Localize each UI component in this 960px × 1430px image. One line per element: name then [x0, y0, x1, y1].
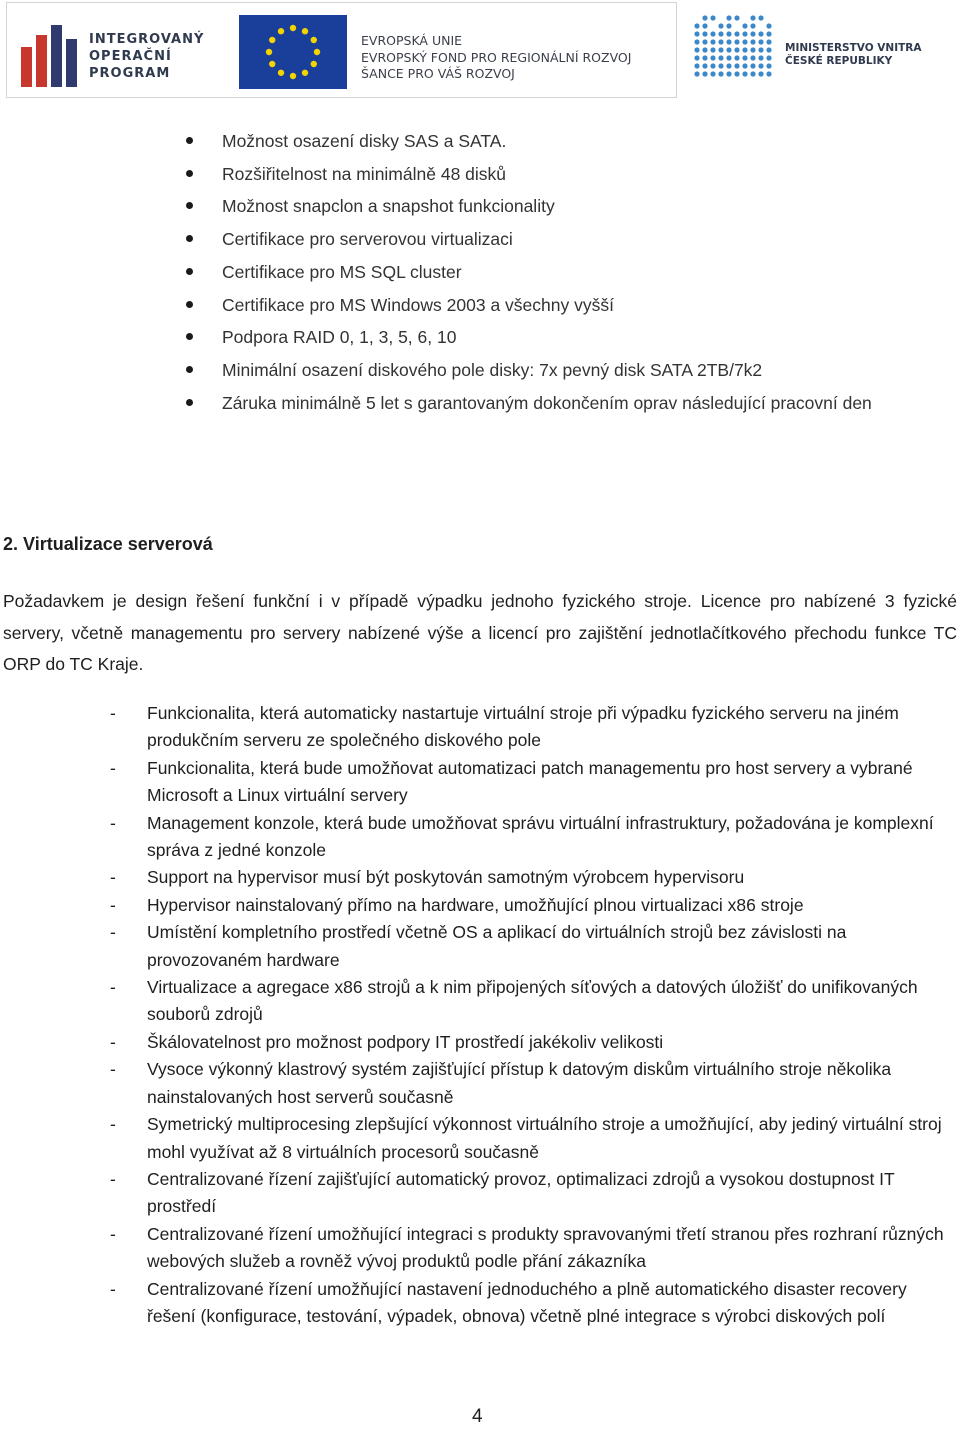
- eu-star-icon: [269, 61, 275, 67]
- features-dash-list: [0, 700, 960, 1330]
- mv-dot-icon: [726, 31, 731, 36]
- bullet-icon: [186, 268, 193, 275]
- list-item: - Centralizované řízení umožňující integraci s produkty spravovanými třetí stranou přes rozhraní různých webových služeb a rovněž vývoj produktů podle přání zákazníka: [0, 1221, 960, 1276]
- mv-dot-icon: [758, 47, 763, 52]
- list-item: Certifikace pro MS Windows 2003 a všechny vyšší: [0, 289, 960, 322]
- dash-marker: -: [110, 1114, 116, 1135]
- eu-line-2: EVROPSKÝ FOND PRO REGIONÁLNÍ ROZVOJ: [361, 49, 632, 65]
- requirements-bullet-list: [0, 125, 960, 419]
- eu-star-icon: [269, 37, 275, 43]
- section-paragraph: Požadavkem je design řešení funkční i v případě výpadku jednoho fyzického stroje. Licence pro nabízené 3 fyzické servery, včetně managementu pro servery nabízené výše a licencí pro zajištění jednotlačítkového přechodu funkce TC ORP do TC Kraje.: [3, 591, 957, 674]
- bullet-icon: [186, 137, 193, 144]
- mv-dot-icon: [726, 71, 731, 76]
- mv-dot-icon: [742, 39, 747, 44]
- list-item: - Vysoce výkonný klastrový systém zajišťující přístup k datovým diskům virtuálního stroje několika nainstalovaných host serverů současně: [0, 1056, 960, 1111]
- dash-marker: -: [110, 1031, 116, 1052]
- eu-star-icon: [302, 28, 308, 34]
- mv-dot-icon: [718, 31, 723, 36]
- eu-line-3: ŠANCE PRO VÁŠ ROZVOJ: [361, 66, 515, 81]
- header-logo-banner: [6, 2, 677, 98]
- mv-dot-icon: [718, 63, 723, 68]
- list-item: - Hypervisor nainstalovaný přímo na hardware, umožňující plnou virtualizaci x86 stroje: [0, 892, 960, 919]
- mv-dot-icon: [734, 47, 739, 52]
- mv-dot-icon: [734, 39, 739, 44]
- mv-dot-icon: [766, 71, 771, 76]
- mv-dot-icon: [742, 23, 747, 28]
- iop-bars-icon: [19, 17, 81, 87]
- mv-dot-icon: [702, 31, 707, 36]
- eu-star-icon: [290, 73, 296, 79]
- eu-star-icon: [302, 70, 308, 76]
- mv-dot-icon: [750, 71, 755, 76]
- list-item: Možnost snapclon a snapshot funkcionality: [0, 190, 960, 223]
- mv-dot-icon: [726, 55, 731, 60]
- mv-dot-icon: [702, 63, 707, 68]
- eu-star-icon: [266, 49, 272, 55]
- dash-marker: -: [110, 977, 116, 998]
- list-item: Certifikace pro MS SQL cluster: [0, 256, 960, 289]
- dash-marker: -: [110, 1223, 116, 1244]
- eu-star-icon: [311, 37, 317, 43]
- mv-dot-icon: [766, 31, 771, 36]
- mv-dot-icon: [718, 55, 723, 60]
- dash-marker: -: [110, 894, 116, 915]
- mv-dot-icon: [694, 55, 699, 60]
- mv-dot-icon: [758, 39, 763, 44]
- list-item: - Škálovatelnost pro možnost podpory IT prostředí jakékoliv velikosti: [0, 1029, 960, 1056]
- eu-star-icon: [290, 25, 296, 31]
- mv-dot-icon: [758, 15, 763, 20]
- bullet-icon: [186, 333, 193, 340]
- mv-dot-icon: [726, 63, 731, 68]
- mv-dot-icon: [750, 23, 755, 28]
- mv-dot-icon: [710, 47, 715, 52]
- eu-logo: [239, 15, 671, 89]
- mv-logo-text: [785, 42, 921, 68]
- mv-dot-icon: [742, 55, 747, 60]
- list-item: Rozšiřitelnost na minimálně 48 disků: [0, 158, 960, 191]
- mv-line-2: ČESKÉ REPUBLIKY: [785, 55, 893, 67]
- eu-star-icon: [314, 49, 320, 55]
- list-item: - Virtualizace a agregace x86 strojů a k nim připojených síťových a datových úložišť do unifikovaných souborů zdrojů: [0, 974, 960, 1029]
- bullet-icon: [186, 301, 193, 308]
- bullet-icon: [186, 170, 193, 177]
- dash-marker: -: [110, 812, 116, 833]
- mv-dot-icon: [694, 47, 699, 52]
- mv-dot-icon: [726, 15, 731, 20]
- list-item: Certifikace pro serverovou virtualizaci: [0, 223, 960, 256]
- mv-dot-icon: [718, 23, 723, 28]
- mv-dot-icon: [750, 31, 755, 36]
- mv-dot-icon: [734, 71, 739, 76]
- mv-dot-icon: [750, 63, 755, 68]
- mv-dot-icon: [766, 47, 771, 52]
- mv-dot-icon: [726, 23, 731, 28]
- bullet-icon: [186, 399, 193, 406]
- mv-dot-icon: [750, 15, 755, 20]
- mv-dot-icon: [710, 39, 715, 44]
- dash-marker: -: [110, 1168, 116, 1189]
- dash-marker: -: [110, 703, 116, 723]
- mv-dot-icon: [758, 71, 763, 76]
- mv-dots-icon: [693, 14, 775, 80]
- list-item: - Funkcionalita, která bude umožňovat automatizaci patch managementu pro host servery a vybrané Microsoft a Linux virtuální servery: [0, 755, 960, 810]
- list-item: - Umístění kompletního prostředí včetně OS a aplikací do virtuálních strojů bez závislosti na provozovaném hardware: [0, 919, 960, 974]
- mv-dot-icon: [718, 71, 723, 76]
- list-item: - Symetrický multiprocesing zlepšující výkonnost virtuálního stroje a umožňující, aby jediný virtuální stroj mohl využívat až 8 virtuálních procesorů současně: [0, 1111, 960, 1166]
- mv-dot-icon: [710, 63, 715, 68]
- mv-dot-icon: [710, 15, 715, 20]
- list-item: Možnost osazení disky SAS a SATA.: [0, 125, 960, 158]
- list-item: Minimální osazení diskového pole disky: 7x pevný disk SATA 2TB/7k2: [0, 354, 960, 387]
- mv-dot-icon: [694, 63, 699, 68]
- mv-dot-icon: [766, 39, 771, 44]
- dash-marker: -: [110, 757, 116, 778]
- dash-marker: -: [110, 867, 116, 888]
- mv-dot-icon: [702, 15, 707, 20]
- mv-dot-icon: [694, 23, 699, 28]
- bullet-icon: [186, 202, 193, 209]
- mv-dot-icon: [742, 63, 747, 68]
- dash-marker: -: [110, 1278, 116, 1299]
- eu-line-1: EVROPSKÁ UNIE: [361, 33, 463, 48]
- mv-dot-icon: [766, 55, 771, 60]
- list-item: - Centralizované řízení umožňující nastavení jednoduchého a plně automatického disaster recovery řešení (konfigurace, testování, výpadek, obnova) včetně plné integrace s výrobci diskových polí: [0, 1276, 960, 1331]
- mv-dot-icon: [702, 71, 707, 76]
- list-item: - Centralizované řízení zajišťující automatický provoz, optimalizaci zdrojů a vysokou dostupnost IT prostředí: [0, 1166, 960, 1221]
- mv-dot-icon: [742, 71, 747, 76]
- iop-logo: [19, 17, 215, 87]
- mv-dot-icon: [702, 23, 707, 28]
- mv-dot-icon: [742, 31, 747, 36]
- mv-dot-icon: [694, 39, 699, 44]
- dash-marker: -: [110, 922, 116, 943]
- list-item: - Support na hypervisor musí být poskytován samotným výrobcem hypervisoru: [0, 864, 960, 891]
- mv-dot-icon: [718, 47, 723, 52]
- mv-dot-icon: [766, 23, 771, 28]
- mv-dot-icon: [734, 55, 739, 60]
- mv-dot-icon: [702, 55, 707, 60]
- list-item: Podpora RAID 0, 1, 3, 5, 6, 10: [0, 321, 960, 354]
- mv-dot-icon: [750, 47, 755, 52]
- mv-dot-icon: [742, 47, 747, 52]
- mv-dot-icon: [702, 39, 707, 44]
- bullet-icon: [186, 235, 193, 242]
- eu-flag-icon: [239, 15, 347, 89]
- mv-dot-icon: [758, 55, 763, 60]
- mv-dot-icon: [758, 63, 763, 68]
- eu-star-icon: [278, 70, 284, 76]
- mv-dot-icon: [726, 47, 731, 52]
- mv-dot-icon: [758, 31, 763, 36]
- list-item: Záruka minimálně 5 let s garantovaným dokončením oprav následující pracovní den: [0, 387, 960, 420]
- mv-dot-icon: [710, 55, 715, 60]
- mv-dot-icon: [726, 39, 731, 44]
- mv-line-1: MINISTERSTVO VNITRA: [785, 42, 922, 54]
- eu-star-icon: [278, 28, 284, 34]
- mv-dot-icon: [734, 31, 739, 36]
- section-heading: 2. Virtualizace serverová: [3, 534, 213, 554]
- mv-dot-icon: [702, 47, 707, 52]
- mv-dot-icon: [734, 63, 739, 68]
- bullet-icon: [186, 366, 193, 373]
- mv-dot-icon: [750, 39, 755, 44]
- list-item: - Funkcionalita, která automaticky nastartuje virtuální stroje při výpadku fyzického serveru na jiném produkčním serveru ze společného diskového pole: [0, 700, 960, 755]
- mv-dot-icon: [766, 63, 771, 68]
- mv-dot-icon: [718, 39, 723, 44]
- mv-dot-icon: [710, 31, 715, 36]
- mv-logo: [693, 14, 933, 84]
- eu-star-icon: [311, 61, 317, 67]
- mv-dot-icon: [710, 71, 715, 76]
- mv-dot-icon: [694, 31, 699, 36]
- list-item: - Management konzole, která bude umožňovat správu virtuální infrastruktury, požadována je komplexní správa z jedné konzole: [0, 810, 960, 865]
- eu-logo-text: [361, 33, 631, 83]
- mv-dot-icon: [734, 15, 739, 20]
- mv-dot-icon: [694, 71, 699, 76]
- dash-marker: -: [110, 1059, 116, 1080]
- page-number: 4: [472, 1406, 483, 1427]
- iop-logo-text: INTEGROVANÝ OPERAČNÍ PROGRAM: [89, 32, 205, 81]
- mv-dot-icon: [750, 55, 755, 60]
